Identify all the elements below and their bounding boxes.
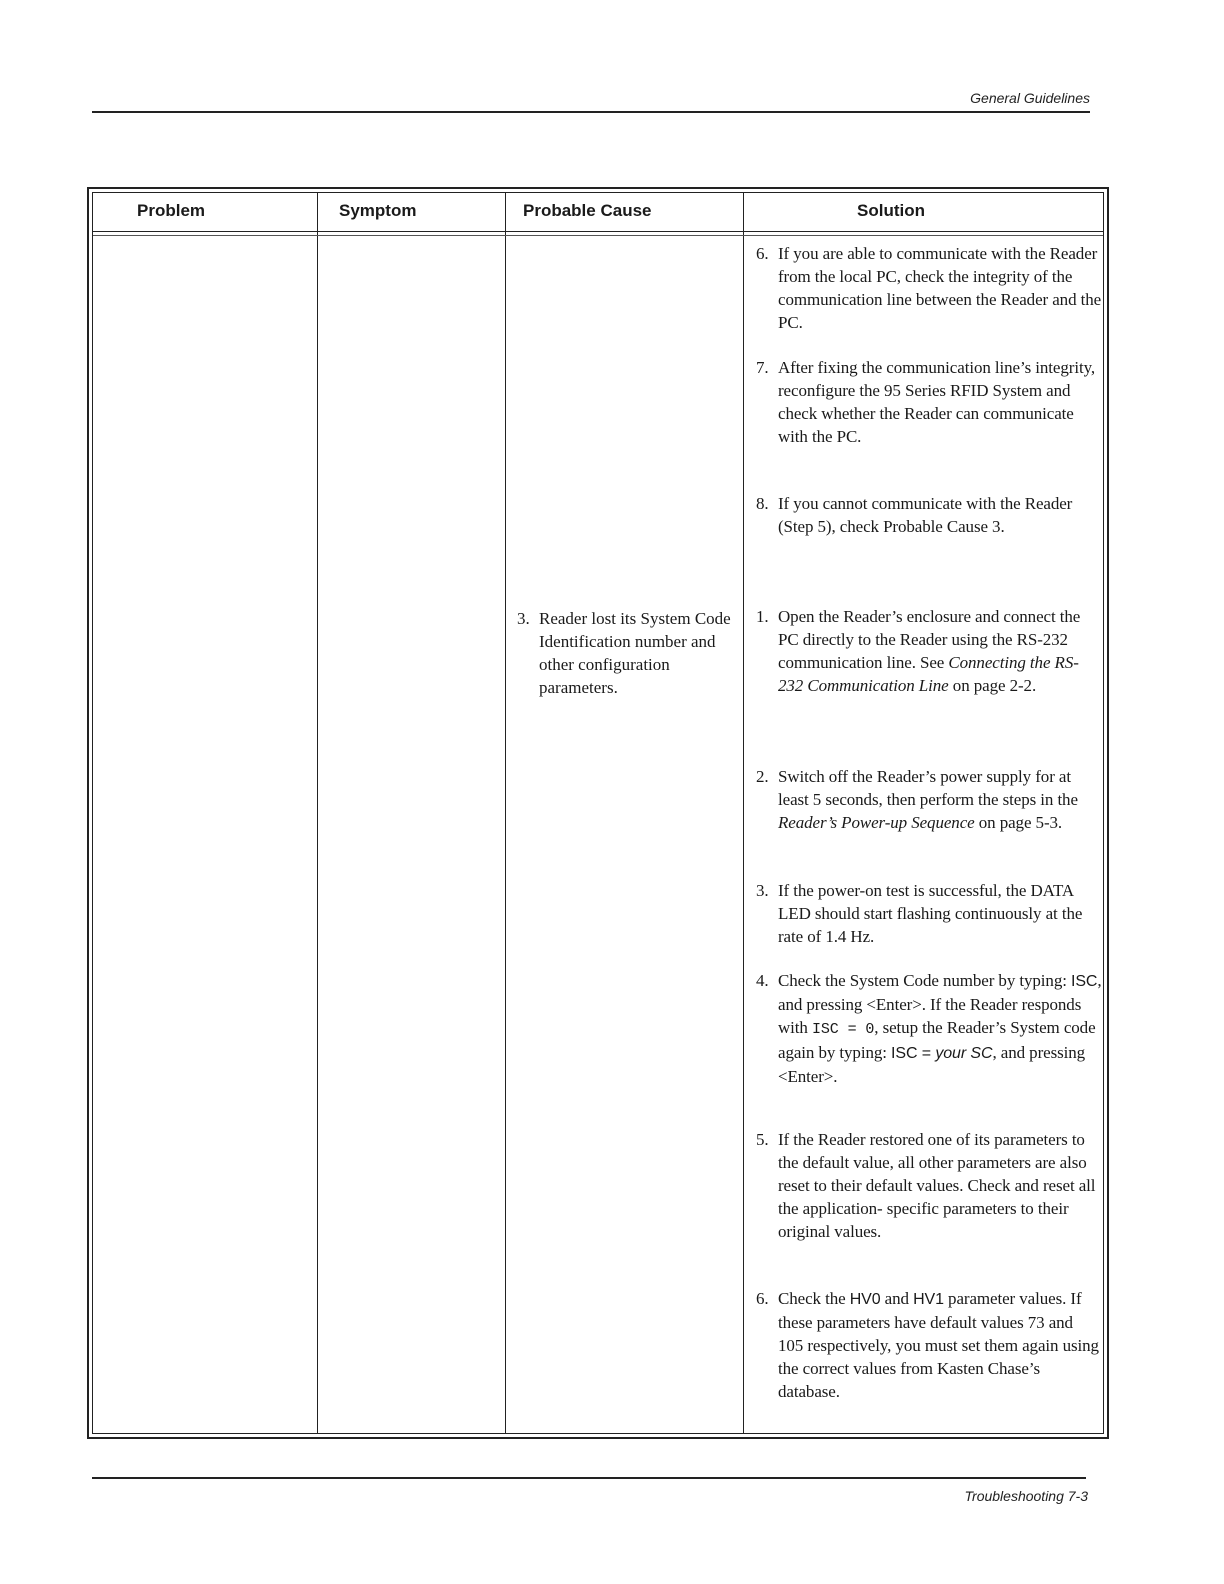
step-number: 8. xyxy=(756,494,769,513)
step-number: 6. xyxy=(756,1289,769,1308)
probable-cause-3 xyxy=(517,607,737,699)
step-text-part: on page 5-3. xyxy=(974,813,1063,832)
cross-reference: Reader’s Power-up Sequence xyxy=(778,813,975,832)
command-text: ISC xyxy=(1071,973,1098,990)
solution-step-2 xyxy=(756,765,1102,834)
step-number: 4. xyxy=(756,971,769,990)
cross-reference: Connecting the RS-232 Communication Line xyxy=(778,653,1079,695)
step-text xyxy=(778,605,1102,697)
column-divider xyxy=(505,193,506,1433)
header-row-rule-double xyxy=(93,235,1103,236)
reader-response: ISC = 0 xyxy=(811,1021,875,1038)
column-header-solution: Solution xyxy=(857,201,925,220)
column-divider xyxy=(743,193,744,1433)
solution-prev-6 xyxy=(756,242,1102,334)
solution-step-5 xyxy=(756,1128,1102,1243)
step-text-part: , and pressing <Enter>. If the Reader responds with xyxy=(778,971,1102,1037)
solution-step-3 xyxy=(756,879,1102,948)
cause-text: Reader lost its System Code Identification number and other configuration parameters. xyxy=(539,609,731,697)
troubleshooting-table xyxy=(87,187,1109,1439)
step-text xyxy=(778,765,1102,834)
column-header-problem: Problem xyxy=(137,201,206,220)
footer-rule xyxy=(92,1477,1086,1479)
command-text: ISC = xyxy=(891,1045,936,1062)
step-number: 3. xyxy=(756,881,769,900)
solution-step-6 xyxy=(756,1287,1102,1403)
column-header-probable-cause: Probable Cause xyxy=(523,201,652,220)
parameter-name: HV1 xyxy=(913,1291,944,1308)
command-variable: your SC xyxy=(935,1045,993,1062)
header-rule xyxy=(92,111,1090,113)
step-text: If the Reader restored one of its parameters to the default value, all other parameters are also reset to their default values. Check and reset all the application- specific parameters to their original values. xyxy=(778,1130,1096,1241)
step-number: 6. xyxy=(756,244,769,263)
cause-number: 3. xyxy=(517,609,530,628)
step-number: 7. xyxy=(756,358,769,377)
solution-prev-8 xyxy=(756,492,1102,538)
step-text: If you are able to communicate with the Reader from the local PC, check the integrity of the communication line between the Reader and the PC. xyxy=(778,244,1102,332)
column-divider xyxy=(317,193,318,1433)
solution-step-1 xyxy=(756,605,1102,697)
step-text-part: Open the Reader’s enclosure and connect the PC directly to the Reader using the RS-232 communication line. See xyxy=(778,607,1081,672)
step-text: If the power-on test is successful, the DATA LED should start flashing continuously at the rate of 1.4 Hz. xyxy=(778,881,1083,946)
step-text xyxy=(778,1287,1102,1403)
parameter-name: HV0 xyxy=(849,1291,881,1308)
step-text: After fixing the communication line’s integrity, reconfigure the 95 Series RFID System and check whether the Reader can communicate with the PC. xyxy=(778,358,1096,446)
step-number: 1. xyxy=(756,607,769,626)
step-text-part: , setup the Reader’s System code again by typing: xyxy=(778,1018,1096,1062)
step-text: If you cannot communicate with the Reader (Step 5), check Probable Cause 3. xyxy=(778,494,1073,536)
step-text-part: parameter values. If these parameters have default values 73 and 105 respectively, you must set them again using the correct values from Kasten Chase’s database. xyxy=(778,1289,1099,1401)
step-text-part: and xyxy=(880,1289,914,1308)
running-footer: Troubleshooting 7-3 xyxy=(964,1488,1088,1504)
step-text-part: on page 2-2. xyxy=(948,676,1037,695)
step-text-part: Check the System Code number by typing: xyxy=(778,971,1071,990)
step-text-part: , and pressing <Enter>. xyxy=(778,1043,1086,1086)
step-text-part: Check the xyxy=(778,1289,850,1308)
running-header: General Guidelines xyxy=(970,90,1090,106)
header-row-rule xyxy=(93,231,1103,232)
step-number: 5. xyxy=(756,1130,769,1149)
table-inner xyxy=(92,192,1104,1434)
solution-prev-7 xyxy=(756,356,1102,448)
column-header-symptom: Symptom xyxy=(339,201,417,220)
step-text xyxy=(778,969,1102,1088)
step-number: 2. xyxy=(756,767,769,786)
step-text-part: Switch off the Reader’s power supply for at least 5 seconds, then perform the steps in the xyxy=(778,767,1078,809)
solution-step-4 xyxy=(756,969,1102,1088)
